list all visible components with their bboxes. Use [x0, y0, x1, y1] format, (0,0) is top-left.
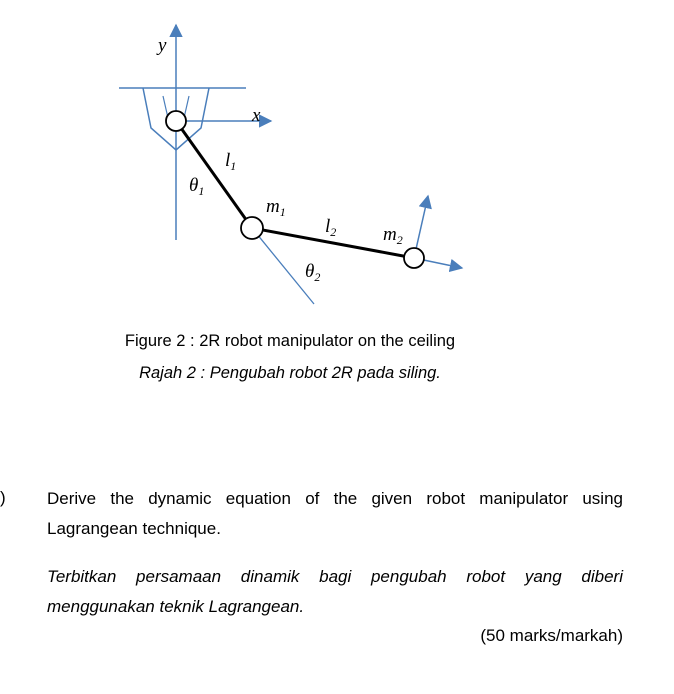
- figure-caption-malay: Rajah 2 : Pengubah robot 2R pada siling.: [139, 364, 441, 382]
- m2-label: $m_2$: [383, 224, 403, 247]
- question-english: Derive the dynamic equation of the given robot manipulator using Lagrangean technique.: [47, 489, 623, 538]
- figure-caption-english: Figure 2 : 2R robot manipulator on the ceiling: [124, 332, 456, 350]
- y-axis-label: y: [158, 35, 167, 56]
- joint-2: [241, 217, 263, 239]
- theta2-label: $\theta_2$: [305, 261, 321, 284]
- l1-label: $l_1$: [225, 150, 237, 173]
- m1-label: $m_1$: [266, 196, 286, 219]
- x-axis-label: x: [252, 105, 261, 126]
- link-1: [176, 121, 252, 228]
- end-effector-mass: [404, 248, 424, 268]
- question-marker: ): [0, 488, 6, 507]
- question-malay: Terbitkan persamaan dinamik bagi pengubah robot yang diberi menggunakan teknik Lagrangean.: [47, 567, 623, 616]
- l2-label: $l_2$: [325, 216, 337, 239]
- base-joint: [166, 111, 186, 131]
- robot-manipulator-diagram: [0, 0, 674, 320]
- theta1-label: $\theta_1$: [189, 175, 205, 198]
- marks-allocation: (50 marks/markah): [480, 626, 623, 645]
